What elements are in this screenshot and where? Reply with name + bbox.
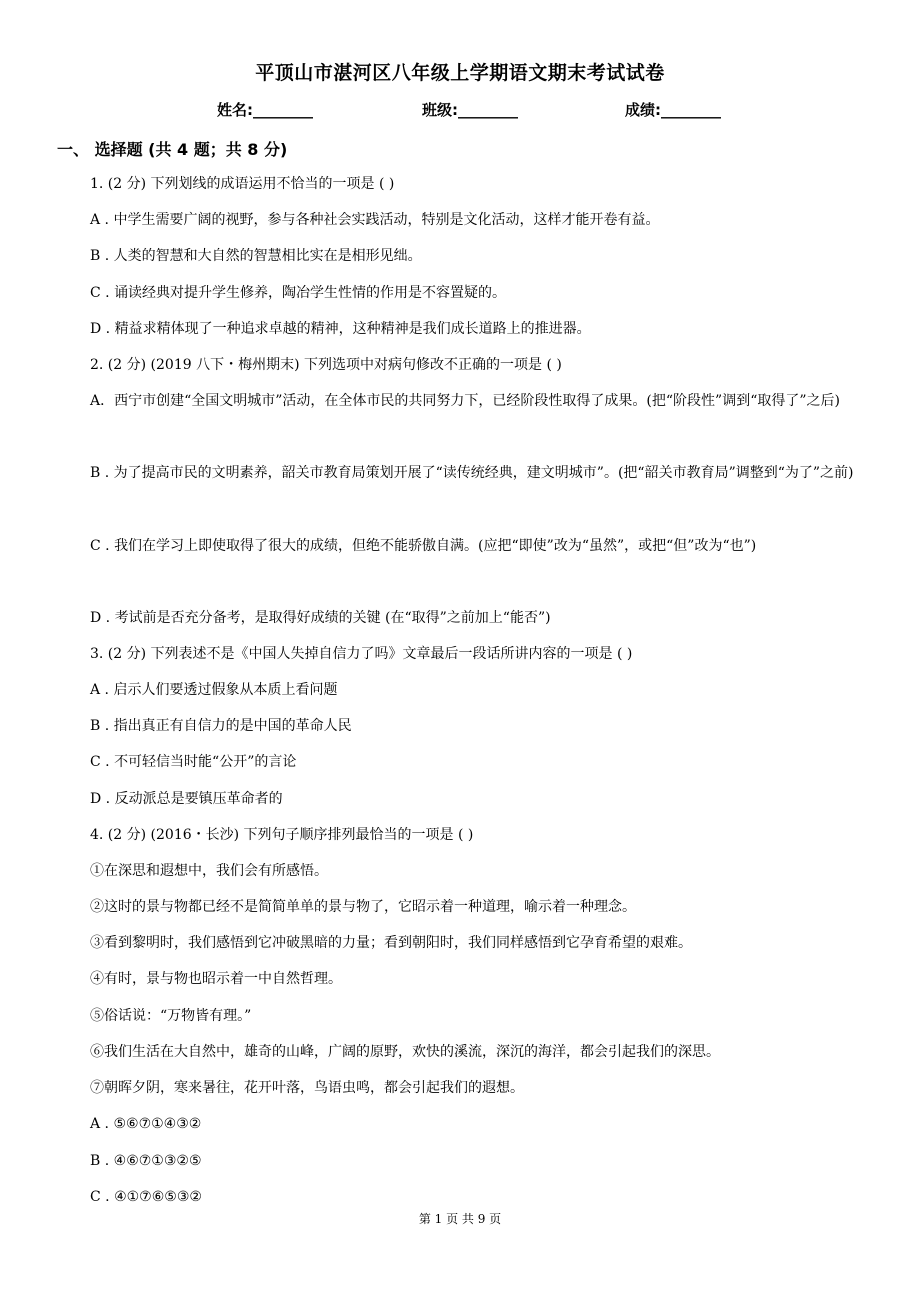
page-title: 平顶山市湛河区八年级上学期语文期末考试试卷 bbox=[255, 62, 665, 84]
name-field: 姓名:________ bbox=[217, 101, 313, 119]
question-4-sentence-4: ④有时，景与物也昭示着一中自然哲理。 bbox=[90, 971, 342, 987]
question-4-sentence-3: ③看到黎明时，我们感悟到它冲破黑暗的力量；看到朝阳时，我们同样感悟到它孕育希望的艰难。 bbox=[90, 935, 692, 951]
question-3-option-a: A . 启示人们要透过假象从本质上看问题 bbox=[90, 682, 338, 698]
question-3-option-c: C . 不可轻信当时能“公开”的言论 bbox=[90, 754, 297, 770]
score-field: 成绩:________ bbox=[625, 101, 721, 119]
question-1-option-b: B . 人类的智慧和大自然的智慧相比实在是相形见绌。 bbox=[90, 248, 422, 264]
question-4-option-a: A . ⑤⑥⑦①④③② bbox=[90, 1116, 202, 1132]
question-4-option-b: B . ④⑥⑦①③②⑤ bbox=[90, 1153, 202, 1169]
question-4-option-c: C . ④①⑦⑥⑤③② bbox=[90, 1189, 202, 1205]
question-4-sentence-6: ⑥我们生活在大自然中，雄奇的山峰，广阔的原野，欢快的溪流，深沉的海洋，都会引起我们的深思。 bbox=[90, 1044, 720, 1060]
question-4-sentence-2: ②这时的景与物都已经不是简简单单的景与物了，它昭示着一种道理，喻示着一种理念。 bbox=[90, 899, 636, 915]
question-2-option-a: A．西宁市创建“全国文明城市”活动，在全体市民的共同努力下，已经阶段性取得了成果。(把“阶段性”调到“取得了”之后) bbox=[90, 393, 840, 409]
question-4-stem: 4. (2 分) (2016・长沙) 下列句子顺序排列最恰当的一项是 ( ) bbox=[90, 827, 474, 843]
question-1-option-d: D . 精益求精体现了一种追求卓越的精神，这种精神是我们成长道路上的推进器。 bbox=[90, 321, 591, 337]
question-4-sentence-1: ①在深思和遐想中，我们会有所感悟。 bbox=[90, 863, 328, 879]
question-3-option-b: B . 指出真正有自信力的是中国的革命人民 bbox=[90, 718, 352, 734]
question-1-option-c: C . 诵读经典对提升学生修养，陶冶学生性情的作用是不容置疑的。 bbox=[90, 285, 507, 301]
question-2-stem: 2. (2 分) (2019 八下・梅州期末) 下列选项中对病句修改不正确的一项是 ( ) bbox=[90, 357, 562, 373]
question-3-stem: 3. (2 分) 下列表述不是《中国人失掉自信力了吗》文章最后一段话所讲内容的一项是 ( ) bbox=[90, 646, 633, 662]
question-2-option-b: B . 为了提高市民的文明素养，韶关市教育局策划开展了“读传统经典，建文明城市”。(把“韶关市教育局”调整到“为了”之前) bbox=[90, 465, 854, 481]
question-2-option-d: D . 考试前是否充分备考，是取得好成绩的关键 (在“取得”之前加上“能否”) bbox=[90, 610, 551, 626]
question-1-option-a: A . 中学生需要广阔的视野，参与各种社会实践活动，特别是文化活动，这样才能开卷有益。 bbox=[90, 212, 660, 228]
class-field: 班级:________ bbox=[422, 101, 518, 119]
page-footer: 第 1 页 共 9 页 bbox=[418, 1212, 502, 1226]
section-heading: 一、 选择题 (共 4 题；共 8 分) bbox=[57, 140, 288, 159]
question-3-option-d: D . 反动派总是要镇压革命者的 bbox=[90, 791, 283, 807]
question-4-sentence-7: ⑦朝晖夕阴，寒来暑往，花开叶落，鸟语虫鸣，都会引起我们的遐想。 bbox=[90, 1080, 524, 1096]
question-1-stem: 1. (2 分) 下列划线的成语运用不恰当的一项是 ( ) bbox=[90, 176, 395, 192]
question-4-sentence-5: ⑤俗话说：“万物皆有理。” bbox=[90, 1008, 252, 1024]
question-2-option-c: C . 我们在学习上即使取得了很大的成绩，但绝不能骄傲自满。(应把“即使”改为“虽然”，或把“但”改为“也”) bbox=[90, 538, 757, 554]
